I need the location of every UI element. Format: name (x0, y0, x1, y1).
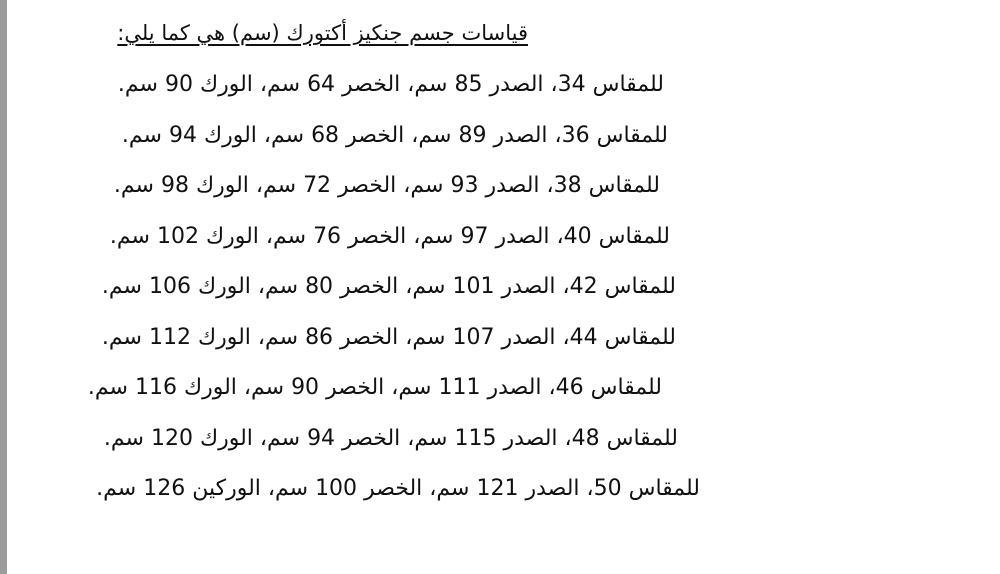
document-title: قياسات جسم جنكيز أكتورك (سم) هي كما يلي: (117, 21, 528, 45)
measurement-row-size-34: للمقاس 34، الصدر 85 سم، الخصر 64 سم، الورك 90 سم. (117, 72, 664, 97)
left-edge-bar (0, 0, 7, 574)
measurement-row-size-46: للمقاس 46، الصدر 111 سم، الخصر 90 سم، الورك 116 سم. (87, 375, 662, 400)
measurement-row-size-36: للمقاس 36، الصدر 89 سم، الخصر 68 سم، الورك 94 سم. (121, 122, 668, 148)
measurement-row-size-42: للمقاس 42، الصدر 101 سم، الخصر 80 سم، الورك 106 سم. (101, 274, 676, 299)
measurement-row-size-50: للمقاس 50، الصدر 121 سم، الخصر 100 سم، الوركين 126 سم. (96, 476, 700, 501)
measurement-row-size-44: للمقاس 44، الصدر 107 سم، الخصر 86 سم، الورك 112 سم. (101, 324, 676, 350)
measurement-row-size-40: للمقاس 40، الصدر 97 سم، الخصر 76 سم، الورك 102 سم. (109, 223, 670, 249)
measurements-list (44, 70, 714, 504)
measurement-row-size-48: للمقاس 48، الصدر 115 سم، الخصر 94 سم، الورك 120 سم. (103, 425, 678, 451)
measurements-document (44, 18, 714, 525)
measurement-row-size-38: للمقاس 38، الصدر 93 سم، الخصر 72 سم، الورك 98 سم. (113, 173, 660, 198)
